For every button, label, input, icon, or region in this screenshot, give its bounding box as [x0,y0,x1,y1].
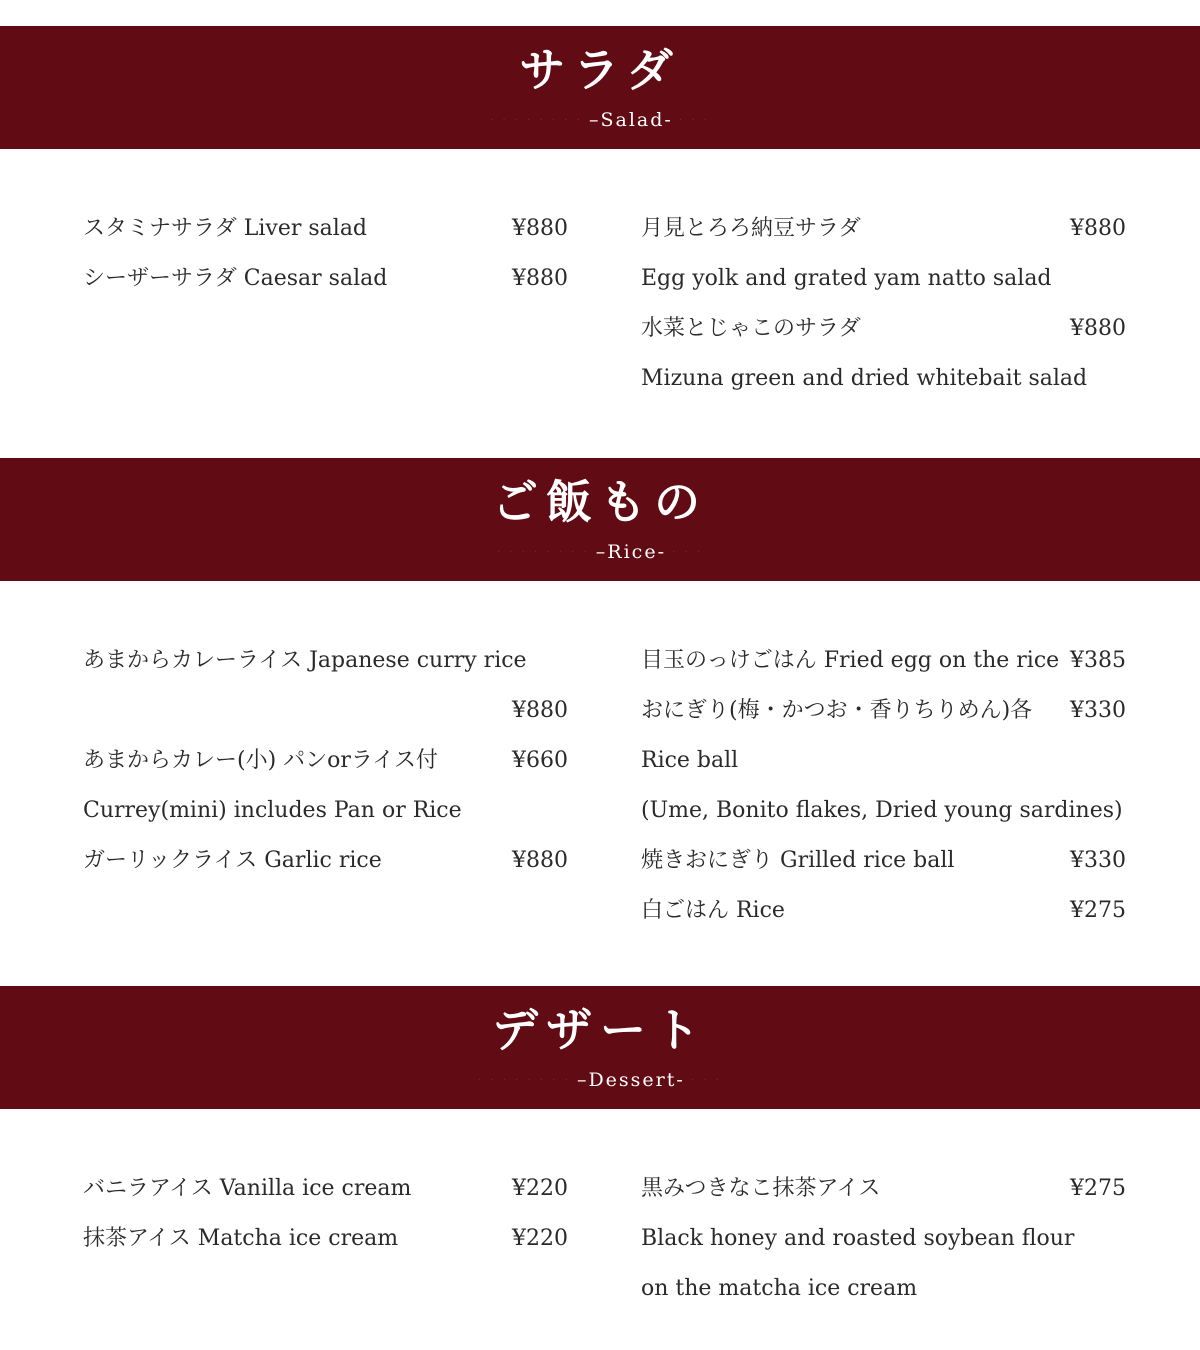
item-price: ¥880 [512,266,568,291]
item-name: Egg yolk and grated yam natto salad [641,266,1052,291]
menu-item [83,836,570,886]
menu-item [641,886,1128,936]
item-price: ¥880 [512,216,568,241]
item-name: 目玉のっけごはん Fried egg on the rice [641,648,1060,673]
item-name: シーザーサラダ Caesar salad [83,266,388,291]
item-name: あまからカレーライス Japanese curry rice [83,648,527,673]
item-name: 水菜とじゃこのサラダ [641,316,861,341]
menu-column-right [641,636,1128,936]
section-title: デザート [492,1003,708,1057]
item-name: on the matcha ice cream [641,1276,918,1301]
menu-item [641,786,1128,836]
menu-item [641,686,1128,736]
menu-item [83,636,570,686]
section-header-dessert [0,986,1200,1109]
section-subtitle: · · · · · · · · –Rice- · · · [496,541,704,563]
item-price: ¥220 [512,1226,568,1251]
item-name: 抹茶アイス Matcha ice cream [83,1226,399,1251]
item-price: ¥220 [512,1176,568,1201]
item-price: ¥275 [1070,898,1126,923]
menu-item [83,736,570,786]
item-price: ¥880 [1070,216,1126,241]
item-price: ¥330 [1070,848,1126,873]
menu-item [83,1214,570,1264]
item-price: ¥660 [512,748,568,773]
item-price: ¥880 [512,848,568,873]
item-name: バニラアイス Vanilla ice cream [83,1176,412,1201]
section-subtitle: · · · · · · · · –Salad- · · · [490,109,710,131]
menu-item [641,354,1128,404]
item-name: 黒みつきなこ抹茶アイス [641,1176,881,1201]
item-name: ガーリックライス Garlic rice [83,848,382,873]
menu-item [641,1164,1128,1214]
menu-column-left [83,636,570,886]
item-price: ¥385 [1070,648,1126,673]
item-name: Rice ball [641,748,739,773]
menu-column-right [641,1164,1128,1314]
item-name: あまからカレー(小) パンorライス付 [83,748,439,773]
item-name: 白ごはん Rice [641,898,785,923]
section-subtitle: · · · · · · · · –Dessert- · · · [478,1069,722,1091]
menu-item [641,304,1128,354]
menu-item [641,1214,1128,1264]
menu-item [641,1264,1128,1314]
menu-column-left [83,1164,570,1264]
item-name: Currey(mini) includes Pan or Rice [83,798,462,823]
item-name: おにぎり(梅・かつお・香りちりめん)各 [641,698,1033,723]
menu-item [83,786,570,836]
item-name: Black honey and roasted soybean flour [641,1226,1075,1251]
menu-column-right [641,204,1128,404]
menu-column-left [83,204,570,304]
section-title: サラダ [519,43,681,97]
item-price: ¥275 [1070,1176,1126,1201]
item-price: ¥880 [1070,316,1126,341]
item-name: 焼きおにぎり Grilled rice ball [641,848,955,873]
menu-item [83,1164,570,1214]
menu-item [641,736,1128,786]
item-price: ¥880 [512,698,568,723]
item-price: ¥330 [1070,698,1126,723]
menu-item [641,836,1128,886]
menu-item [83,204,570,254]
menu-item [641,204,1128,254]
item-name: Mizuna green and dried whitebait salad [641,366,1088,391]
section-header-rice [0,458,1200,581]
item-name: スタミナサラダ Liver salad [83,216,368,241]
menu-item [83,686,570,736]
section-title: ご飯もの [492,475,708,529]
menu-item [641,636,1128,686]
item-name: (Ume, Bonito flakes, Dried young sardines) [641,798,1123,823]
menu-item [83,254,570,304]
item-name: 月見とろろ納豆サラダ [641,216,861,241]
menu-item [641,254,1128,304]
section-header-salad [0,26,1200,149]
